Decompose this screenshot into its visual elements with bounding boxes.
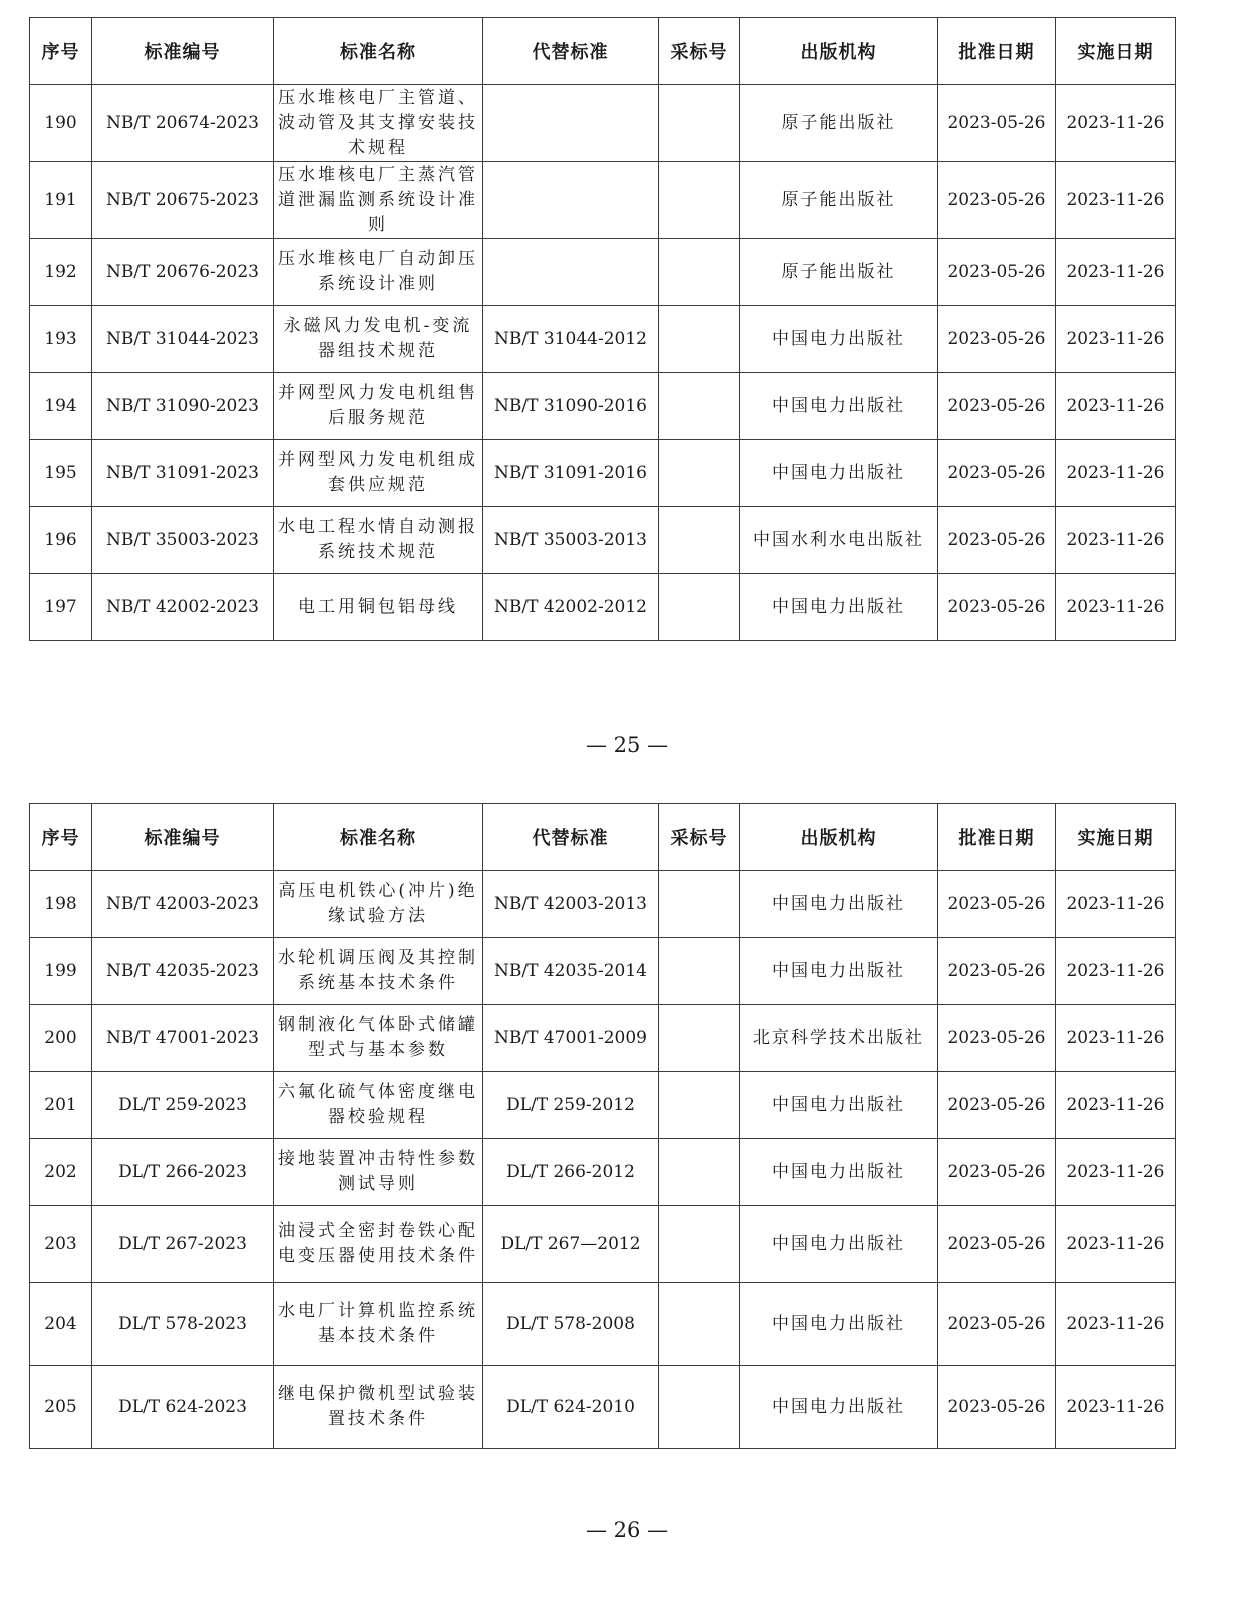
cell-code: NB/T 35003-2023 <box>92 507 274 574</box>
cell-replaces: DL/T 266-2012 <box>483 1139 659 1206</box>
cell-effective: 2023-11-26 <box>1056 871 1176 938</box>
cell-name: 继电保护微机型试验装置技术条件 <box>274 1366 483 1449</box>
cell-approved: 2023-05-26 <box>938 1139 1056 1206</box>
cell-approved: 2023-05-26 <box>938 373 1056 440</box>
table-row <box>30 1366 1176 1449</box>
cell-name: 接地装置冲击特性参数测试导则 <box>274 1139 483 1206</box>
cell-approved: 2023-05-26 <box>938 1005 1056 1072</box>
cell-no: 196 <box>30 507 92 574</box>
cell-name: 水轮机调压阀及其控制系统基本技术条件 <box>274 938 483 1005</box>
cell-replaces: NB/T 31090-2016 <box>483 373 659 440</box>
cell-adopted <box>659 1005 740 1072</box>
cell-name: 永磁风力发电机-变流器组技术规范 <box>274 306 483 373</box>
cell-effective: 2023-11-26 <box>1056 574 1176 641</box>
cell-adopted <box>659 1139 740 1206</box>
cell-publisher: 中国电力出版社 <box>740 1283 938 1366</box>
cell-approved: 2023-05-26 <box>938 85 1056 162</box>
cell-no: 191 <box>30 162 92 239</box>
cell-code: NB/T 42003-2023 <box>92 871 274 938</box>
cell-name: 压水堆核电厂自动卸压系统设计准则 <box>274 239 483 306</box>
cell-code: NB/T 31090-2023 <box>92 373 274 440</box>
page-number: — 25 — <box>585 733 669 757</box>
cell-replaces <box>483 162 659 239</box>
cell-no: 197 <box>30 574 92 641</box>
cell-no: 193 <box>30 306 92 373</box>
header-publisher: 出版机构 <box>740 804 938 871</box>
cell-adopted <box>659 938 740 1005</box>
table-row <box>30 938 1176 1005</box>
cell-name: 并网型风力发电机组售后服务规范 <box>274 373 483 440</box>
cell-publisher: 中国电力出版社 <box>740 1206 938 1283</box>
cell-no: 201 <box>30 1072 92 1139</box>
standards-table-page-25 <box>29 17 1176 641</box>
cell-replaces: DL/T 267—2012 <box>483 1206 659 1283</box>
cell-approved: 2023-05-26 <box>938 574 1056 641</box>
cell-code: DL/T 578-2023 <box>92 1283 274 1366</box>
header-replaces: 代替标准 <box>483 804 659 871</box>
cell-approved: 2023-05-26 <box>938 507 1056 574</box>
cell-no: 200 <box>30 1005 92 1072</box>
cell-adopted <box>659 507 740 574</box>
cell-adopted <box>659 1072 740 1139</box>
table-header-row <box>30 18 1176 85</box>
cell-adopted <box>659 574 740 641</box>
cell-publisher: 北京科学技术出版社 <box>740 1005 938 1072</box>
cell-name: 钢制液化气体卧式储罐型式与基本参数 <box>274 1005 483 1072</box>
header-no: 序号 <box>30 804 92 871</box>
standards-table-page-26 <box>29 803 1176 1449</box>
cell-approved: 2023-05-26 <box>938 440 1056 507</box>
header-no: 序号 <box>30 18 92 85</box>
header-replaces: 代替标准 <box>483 18 659 85</box>
cell-adopted <box>659 871 740 938</box>
header-name: 标准名称 <box>274 18 483 85</box>
cell-replaces: NB/T 31091-2016 <box>483 440 659 507</box>
cell-publisher: 中国电力出版社 <box>740 938 938 1005</box>
cell-code: DL/T 259-2023 <box>92 1072 274 1139</box>
cell-effective: 2023-11-26 <box>1056 507 1176 574</box>
cell-code: NB/T 20675-2023 <box>92 162 274 239</box>
cell-no: 204 <box>30 1283 92 1366</box>
table-row <box>30 871 1176 938</box>
cell-name: 水电厂计算机监控系统基本技术条件 <box>274 1283 483 1366</box>
header-effective: 实施日期 <box>1056 804 1176 871</box>
table-row <box>30 373 1176 440</box>
cell-adopted <box>659 373 740 440</box>
cell-adopted <box>659 1206 740 1283</box>
table-row <box>30 162 1176 239</box>
cell-name: 水电工程水情自动测报系统技术规范 <box>274 507 483 574</box>
cell-adopted <box>659 1366 740 1449</box>
cell-replaces: NB/T 42003-2013 <box>483 871 659 938</box>
cell-adopted <box>659 239 740 306</box>
cell-approved: 2023-05-26 <box>938 306 1056 373</box>
cell-approved: 2023-05-26 <box>938 239 1056 306</box>
table-row <box>30 574 1176 641</box>
cell-code: NB/T 31044-2023 <box>92 306 274 373</box>
cell-effective: 2023-11-26 <box>1056 440 1176 507</box>
cell-replaces: NB/T 31044-2012 <box>483 306 659 373</box>
cell-name: 并网型风力发电机组成套供应规范 <box>274 440 483 507</box>
cell-replaces: DL/T 259-2012 <box>483 1072 659 1139</box>
cell-replaces <box>483 85 659 162</box>
cell-approved: 2023-05-26 <box>938 1283 1056 1366</box>
cell-publisher: 原子能出版社 <box>740 239 938 306</box>
cell-effective: 2023-11-26 <box>1056 1139 1176 1206</box>
cell-effective: 2023-11-26 <box>1056 162 1176 239</box>
cell-name: 压水堆核电厂主管道、波动管及其支撑安装技术规程 <box>274 85 483 162</box>
cell-adopted <box>659 1283 740 1366</box>
cell-no: 195 <box>30 440 92 507</box>
cell-replaces: NB/T 42035-2014 <box>483 938 659 1005</box>
cell-no: 192 <box>30 239 92 306</box>
cell-name: 压水堆核电厂主蒸汽管道泄漏监测系统设计准则 <box>274 162 483 239</box>
header-effective: 实施日期 <box>1056 18 1176 85</box>
header-approved: 批准日期 <box>938 804 1056 871</box>
header-approved: 批准日期 <box>938 18 1056 85</box>
table-row <box>30 239 1176 306</box>
cell-code: NB/T 47001-2023 <box>92 1005 274 1072</box>
table-row <box>30 306 1176 373</box>
table-row <box>30 440 1176 507</box>
cell-publisher: 中国电力出版社 <box>740 306 938 373</box>
table-row <box>30 1005 1176 1072</box>
header-adopted: 采标号 <box>659 804 740 871</box>
cell-publisher: 原子能出版社 <box>740 85 938 162</box>
cell-approved: 2023-05-26 <box>938 938 1056 1005</box>
cell-replaces: NB/T 42002-2012 <box>483 574 659 641</box>
cell-replaces: DL/T 624-2010 <box>483 1366 659 1449</box>
header-publisher: 出版机构 <box>740 18 938 85</box>
cell-code: DL/T 624-2023 <box>92 1366 274 1449</box>
table-row <box>30 1139 1176 1206</box>
cell-code: NB/T 31091-2023 <box>92 440 274 507</box>
cell-effective: 2023-11-26 <box>1056 373 1176 440</box>
cell-name: 电工用铜包铝母线 <box>274 574 483 641</box>
cell-name: 油浸式全密封卷铁心配电变压器使用技术条件 <box>274 1206 483 1283</box>
cell-publisher: 中国电力出版社 <box>740 1366 938 1449</box>
cell-no: 198 <box>30 871 92 938</box>
header-adopted: 采标号 <box>659 18 740 85</box>
header-name: 标准名称 <box>274 804 483 871</box>
cell-publisher: 中国电力出版社 <box>740 373 938 440</box>
table-row <box>30 85 1176 162</box>
table-row <box>30 1206 1176 1283</box>
cell-publisher: 中国电力出版社 <box>740 871 938 938</box>
cell-no: 190 <box>30 85 92 162</box>
cell-code: NB/T 20674-2023 <box>92 85 274 162</box>
table-row <box>30 1072 1176 1139</box>
table-row <box>30 1283 1176 1366</box>
cell-adopted <box>659 306 740 373</box>
table-row <box>30 507 1176 574</box>
cell-effective: 2023-11-26 <box>1056 239 1176 306</box>
cell-no: 199 <box>30 938 92 1005</box>
cell-publisher: 原子能出版社 <box>740 162 938 239</box>
cell-effective: 2023-11-26 <box>1056 85 1176 162</box>
cell-code: NB/T 42035-2023 <box>92 938 274 1005</box>
page-number: — 26 — <box>585 1518 669 1542</box>
cell-effective: 2023-11-26 <box>1056 1366 1176 1449</box>
cell-replaces: NB/T 47001-2009 <box>483 1005 659 1072</box>
cell-effective: 2023-11-26 <box>1056 938 1176 1005</box>
cell-adopted <box>659 440 740 507</box>
cell-adopted <box>659 162 740 239</box>
cell-effective: 2023-11-26 <box>1056 306 1176 373</box>
cell-approved: 2023-05-26 <box>938 1072 1056 1139</box>
cell-no: 205 <box>30 1366 92 1449</box>
cell-effective: 2023-11-26 <box>1056 1005 1176 1072</box>
header-code: 标准编号 <box>92 18 274 85</box>
cell-approved: 2023-05-26 <box>938 1366 1056 1449</box>
cell-effective: 2023-11-26 <box>1056 1283 1176 1366</box>
cell-approved: 2023-05-26 <box>938 1206 1056 1283</box>
cell-publisher: 中国水利水电出版社 <box>740 507 938 574</box>
cell-effective: 2023-11-26 <box>1056 1072 1176 1139</box>
cell-publisher: 中国电力出版社 <box>740 574 938 641</box>
cell-no: 194 <box>30 373 92 440</box>
cell-effective: 2023-11-26 <box>1056 1206 1176 1283</box>
cell-no: 202 <box>30 1139 92 1206</box>
cell-adopted <box>659 85 740 162</box>
cell-publisher: 中国电力出版社 <box>740 1072 938 1139</box>
cell-approved: 2023-05-26 <box>938 871 1056 938</box>
cell-publisher: 中国电力出版社 <box>740 440 938 507</box>
cell-code: DL/T 266-2023 <box>92 1139 274 1206</box>
cell-code: DL/T 267-2023 <box>92 1206 274 1283</box>
cell-no: 203 <box>30 1206 92 1283</box>
cell-replaces <box>483 239 659 306</box>
cell-code: NB/T 20676-2023 <box>92 239 274 306</box>
cell-name: 六氟化硫气体密度继电器校验规程 <box>274 1072 483 1139</box>
cell-publisher: 中国电力出版社 <box>740 1139 938 1206</box>
cell-approved: 2023-05-26 <box>938 162 1056 239</box>
cell-replaces: NB/T 35003-2013 <box>483 507 659 574</box>
cell-code: NB/T 42002-2023 <box>92 574 274 641</box>
table-header-row <box>30 804 1176 871</box>
cell-replaces: DL/T 578-2008 <box>483 1283 659 1366</box>
cell-name: 高压电机铁心(冲片)绝缘试验方法 <box>274 871 483 938</box>
header-code: 标准编号 <box>92 804 274 871</box>
